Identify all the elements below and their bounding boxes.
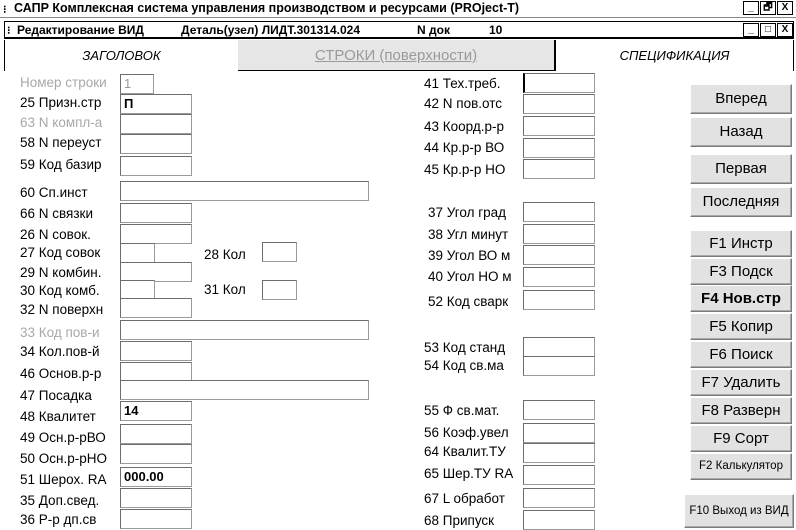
field-label: 52 Код сварк <box>428 294 509 309</box>
app-title: САПР Комплексная система управления производством и ресурсами (PROject-T) <box>14 1 520 15</box>
document-titlebar <box>4 21 794 39</box>
setup-number-field[interactable] <box>120 134 192 154</box>
field-label: 35 Доп.свед. <box>20 493 100 508</box>
field-label: 30 Код комб. <box>20 283 100 298</box>
coord-size-field[interactable] <box>523 116 595 136</box>
allowance-field[interactable] <box>523 510 595 530</box>
angle-min-field[interactable] <box>523 224 595 244</box>
surface-number-field[interactable] <box>120 298 192 318</box>
field-label: 41 Тех.треб. <box>424 76 501 91</box>
doc-number-label: N док <box>417 23 450 37</box>
roughness-field[interactable]: 000.00 <box>120 467 192 487</box>
angle-upper-field[interactable] <box>523 245 595 265</box>
f7-delete-button[interactable]: F7 Удалить <box>690 369 792 396</box>
row-type-field[interactable]: П <box>120 94 192 114</box>
group-number-field[interactable] <box>120 224 192 244</box>
field-label: 49 Осн.р-рВО <box>20 430 106 445</box>
back-button[interactable]: Назад <box>690 117 792 147</box>
weld-material-diameter-field[interactable] <box>523 400 595 420</box>
minimize-button[interactable]: _ <box>743 1 759 15</box>
doc-number-value: 10 <box>489 23 503 37</box>
doc-window-controls <box>743 23 793 37</box>
field-label: 58 N переуст <box>20 135 102 150</box>
f10-exit-button[interactable]: F10 Выход из ВИД <box>684 494 794 528</box>
field-label: 46 Основ.р-р <box>20 366 102 381</box>
field-label: 45 Кр.р-р НО <box>424 162 506 177</box>
forward-button[interactable]: Вперед <box>690 84 792 114</box>
extra-size-field[interactable] <box>120 509 192 529</box>
field-label: 55 Ф св.мат. <box>424 403 500 418</box>
link-number-field[interactable] <box>120 203 192 223</box>
last-button[interactable]: Последняя <box>690 187 792 217</box>
doc-close-button[interactable]: X <box>777 23 793 37</box>
fit-field[interactable] <box>120 380 369 400</box>
field-label: 37 Угол град <box>428 205 507 220</box>
field-label: 28 Кол <box>204 247 246 262</box>
extra-info-field[interactable] <box>120 488 192 508</box>
standard-code-field[interactable] <box>523 337 595 357</box>
field-label: 43 Коорд.р-р <box>424 119 504 134</box>
kit-number-field[interactable] <box>120 114 192 134</box>
field-label: 50 Осн.р-рНО <box>20 451 107 466</box>
field-label: 40 Угол НО м <box>428 269 512 284</box>
field-label: 29 N комбин. <box>20 265 102 280</box>
field-label: Номер строки <box>20 75 107 90</box>
field-label: 63 N компл-а <box>20 115 103 130</box>
field-label: 66 N связки <box>20 206 93 221</box>
doc-minimize-button[interactable]: _ <box>743 23 759 37</box>
field-label: 26 N совок. <box>20 227 91 242</box>
f4-new-row-button[interactable]: F4 Нов.стр <box>690 285 792 312</box>
angle-lower-field[interactable] <box>523 267 595 287</box>
field-label: 60 Сп.инст <box>20 185 88 200</box>
quality-field[interactable]: 14 <box>120 401 192 421</box>
field-label: 25 Призн.стр <box>20 95 102 110</box>
f6-search-button[interactable]: F6 Поиск <box>690 341 792 368</box>
doc-detail: Деталь(узел) ЛИДТ.301314.024 <box>181 23 361 37</box>
edge-size-upper-field[interactable] <box>523 138 595 158</box>
field-label: 48 Квалитет <box>20 409 96 424</box>
weld-code-field[interactable] <box>523 290 595 310</box>
field-label: 44 Кр.р-р ВО <box>424 140 505 155</box>
main-size-upper-field[interactable] <box>120 424 192 444</box>
field-label: 27 Код совок <box>20 245 101 260</box>
app-window-controls <box>743 1 793 15</box>
qty-28-field[interactable] <box>262 242 297 262</box>
field-label: 59 Код базир <box>20 157 102 172</box>
tab-rows[interactable]: СТРОКИ (поверхности) <box>238 40 554 71</box>
field-label: 38 Угл минут <box>428 227 509 242</box>
field-label: 54 Код св.ма <box>424 358 504 373</box>
angle-deg-field[interactable] <box>523 202 595 222</box>
row-number-field[interactable]: 1 <box>120 74 154 94</box>
field-label: 42 N пов.отс <box>424 96 503 111</box>
ref-surface-field[interactable] <box>523 94 595 114</box>
doc-title: Редактирование ВИД <box>17 23 144 37</box>
field-label: 47 Посадка <box>20 388 92 403</box>
restore-button[interactable]: 🗗 <box>760 1 776 15</box>
app-icon: ⁝ <box>3 4 7 16</box>
field-label: 33 Код пов-и <box>20 325 100 340</box>
f9-sort-button[interactable]: F9 Сорт <box>690 425 792 452</box>
main-size-lower-field[interactable] <box>120 444 192 464</box>
tab-bar <box>4 40 794 71</box>
field-label: 68 Припуск <box>424 513 495 528</box>
field-label: 31 Кол <box>204 282 246 297</box>
edge-size-lower-field[interactable] <box>523 159 595 179</box>
app-titlebar <box>0 0 796 18</box>
tab-header[interactable]: ЗАГОЛОВОК <box>4 40 238 71</box>
weld-material-code-field[interactable] <box>523 356 595 376</box>
tab-specification[interactable]: СПЕЦИФИКАЦИЯ <box>554 40 794 71</box>
first-button[interactable]: Первая <box>690 154 792 184</box>
f1-tool-button[interactable]: F1 Инстр <box>690 230 792 257</box>
base-code-field[interactable] <box>120 156 192 176</box>
field-label: 56 Коэф.увел <box>424 425 509 440</box>
field-label: 67 L обработ <box>424 491 505 506</box>
field-label: 39 Угол ВО м <box>428 248 511 263</box>
f3-hint-button[interactable]: F3 Подск <box>690 258 792 285</box>
combo-number-field[interactable] <box>120 262 192 282</box>
field-label: 53 Код станд <box>424 340 506 355</box>
field-label: 36 Р-р дп.св <box>20 512 97 527</box>
f5-copy-button[interactable]: F5 Копир <box>690 313 792 340</box>
main-size-field[interactable] <box>120 362 192 382</box>
f8-expand-button[interactable]: F8 Разверн <box>690 397 792 424</box>
tu-quality-field[interactable] <box>523 443 595 463</box>
doc-icon: ⁝ <box>7 25 11 37</box>
field-label: 34 Кол.пов-й <box>20 344 100 359</box>
doc-restore-button[interactable]: □ <box>760 23 776 37</box>
combo-code-field[interactable] <box>120 280 155 300</box>
field-label: 65 Шер.ТУ RA <box>424 466 514 481</box>
tu-roughness-field[interactable] <box>523 465 595 485</box>
qty-31-field[interactable] <box>262 280 297 300</box>
close-button[interactable]: X <box>777 1 793 15</box>
surface-code-field[interactable] <box>120 320 369 340</box>
tool-method-field[interactable] <box>120 181 369 201</box>
surface-count-field[interactable] <box>120 341 192 361</box>
increase-coef-field[interactable] <box>523 423 595 443</box>
field-label: 64 Квалит.ТУ <box>424 444 506 459</box>
tech-req-field[interactable] <box>523 73 595 93</box>
field-label: 51 Шерох. RA <box>20 472 107 487</box>
machining-length-field[interactable] <box>523 488 595 508</box>
f2-calculator-button[interactable]: F2 Калькулятор <box>690 453 792 480</box>
group-code-field[interactable] <box>120 243 155 263</box>
field-label: 32 N поверхн <box>20 302 104 317</box>
